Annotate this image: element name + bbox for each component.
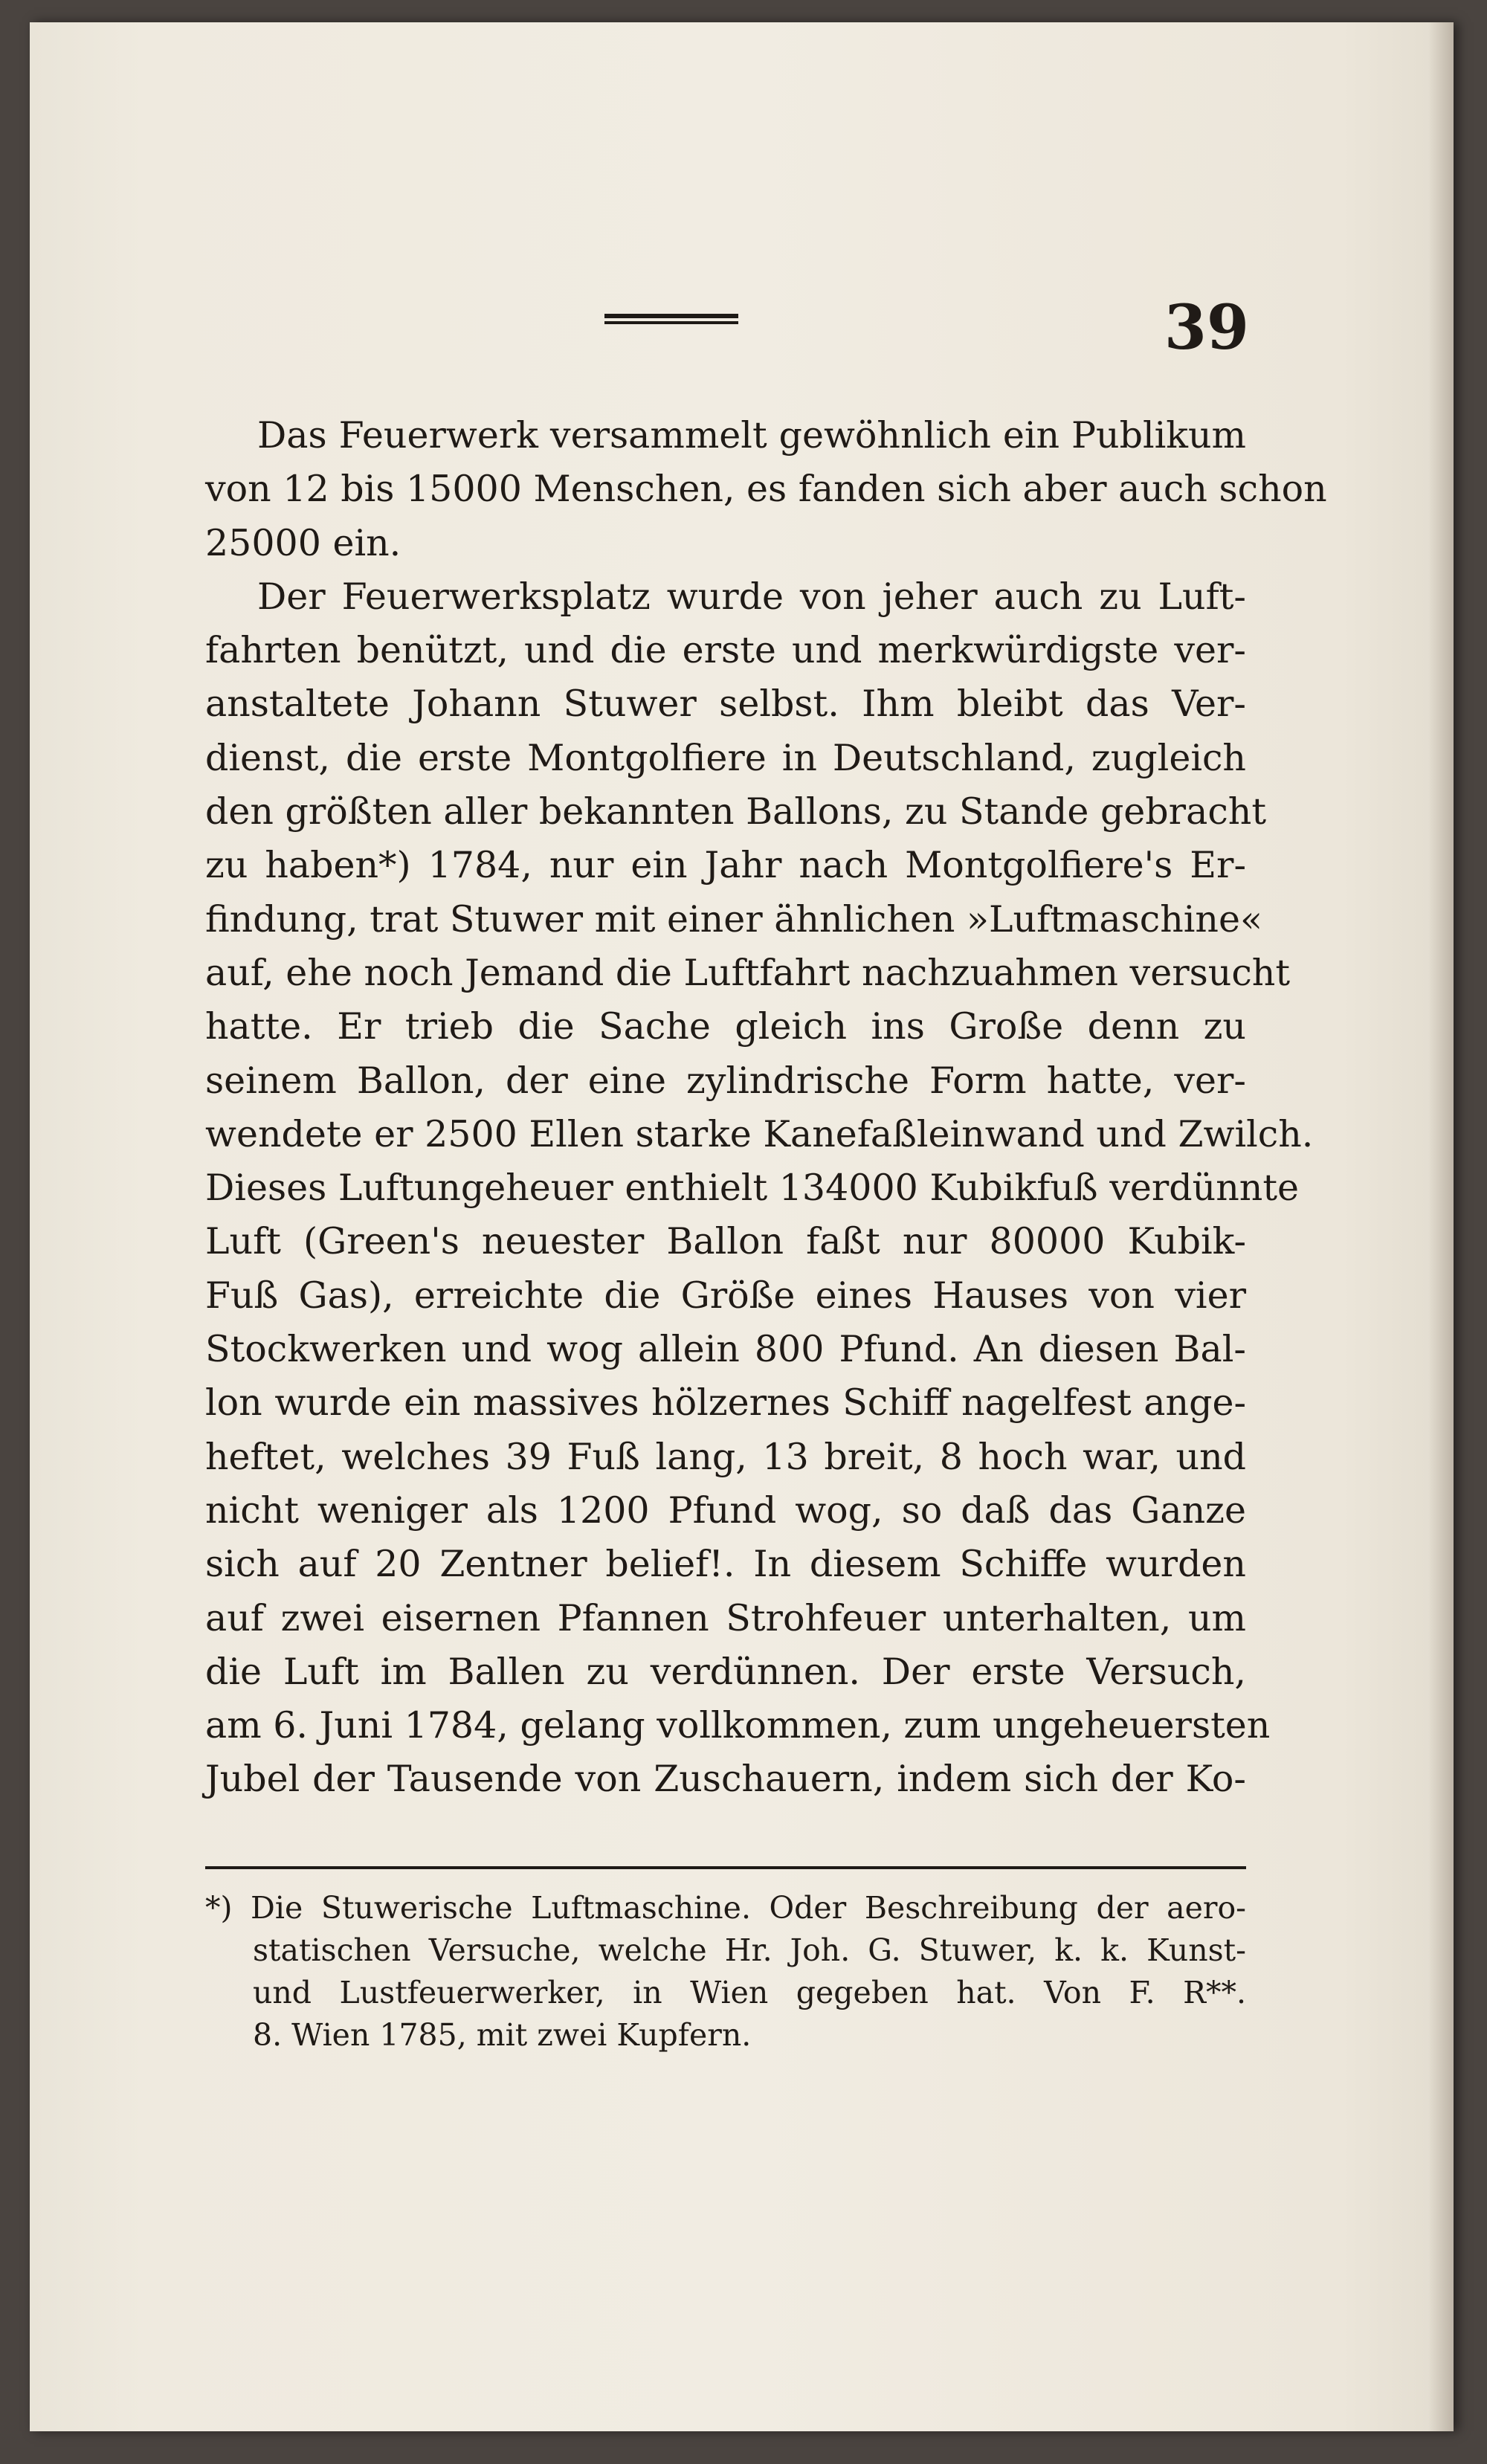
text-line: Luft (Green's neuester Ballon faßt nur 80000 Kubik- bbox=[205, 1220, 1246, 1263]
footnote-line: 8. Wien 1785, mit zwei Kupfern. bbox=[253, 2017, 752, 2053]
text-line: wendete er 2500 Ellen starke Kanefaßleinwand und Zwilch. bbox=[205, 1112, 1314, 1155]
text-line: sich auf 20 Zentner belief!. In diesem Schiffe wurden bbox=[205, 1543, 1246, 1586]
text-line: den größten aller bekannten Ballons, zu Stande gebracht bbox=[205, 790, 1267, 833]
text-line: Der Feuerwerksplatz wurde von jeher auch zu Luft- bbox=[257, 575, 1246, 618]
text-line: zu haben*) 1784, nur ein Jahr nach Montgolfiere's Er- bbox=[205, 844, 1246, 887]
footnote-rule bbox=[205, 1866, 1246, 1869]
text-line: dienst, die erste Montgolfiere in Deutschland, zugleich bbox=[205, 736, 1246, 779]
text-line: auf, ehe noch Jemand die Luftfahrt nachzuahmen versucht bbox=[205, 951, 1291, 994]
footnote-line: und Lustfeuerwerker, in Wien gegeben hat. Von F. R**. bbox=[253, 1975, 1246, 2010]
header-rule bbox=[604, 314, 738, 324]
text-line: von 12 bis 15000 Menschen, es fanden sich aber auch schon bbox=[205, 468, 1327, 511]
text-line: fahrten benützt, und die erste und merkwürdigste ver- bbox=[205, 629, 1246, 672]
text-line: die Luft im Ballen zu verdünnen. Der erste Versuch, bbox=[205, 1650, 1246, 1693]
text-line: lon wurde ein massives hölzernes Schiff nagelfest ange- bbox=[205, 1381, 1246, 1425]
footnote bbox=[205, 1887, 1246, 2057]
body-text bbox=[205, 409, 1327, 1807]
text-line: 25000 ein. bbox=[205, 521, 401, 564]
text-line: findung, trat Stuwer mit einer ähnlichen »Luftmaschine« bbox=[205, 897, 1262, 941]
text-line: heftet, welches 39 Fuß lang, 13 breit, 8 hoch war, und bbox=[205, 1435, 1246, 1478]
page-edge-shadow bbox=[1428, 22, 1454, 2431]
text-line: auf zwei eisernen Pfannen Strohfeuer unterhalten, um bbox=[205, 1596, 1246, 1639]
text-line: anstaltete Johann Stuwer selbst. Ihm bleibt das Ver- bbox=[205, 683, 1246, 726]
footnote-line: *) Die Stuwerische Luftmaschine. Oder Beschreibung der aero- bbox=[205, 1890, 1246, 1926]
text-line: nicht weniger als 1200 Pfund wog, so daß das Ganze bbox=[205, 1489, 1246, 1532]
text-line: Fuß Gas), erreichte die Größe eines Hauses von vier bbox=[205, 1274, 1246, 1317]
text-line: Dieses Luftungeheuer enthielt 134000 Kubikfuß verdünnte bbox=[205, 1167, 1300, 1210]
text-line: Stockwerken und wog allein 800 Pfund. An diesen Bal- bbox=[205, 1328, 1246, 1371]
text-line: am 6. Juni 1784, gelang vollkommen, zum ungeheuersten bbox=[205, 1704, 1271, 1747]
book-page bbox=[30, 22, 1454, 2431]
footnote-line: statischen Versuche, welche Hr. Joh. G. Stuwer, k. k. Kunst- bbox=[253, 1932, 1246, 1968]
page-number: 39 bbox=[1164, 292, 1249, 364]
text-line: hatte. Er trieb die Sache gleich ins Große denn zu bbox=[205, 1005, 1246, 1048]
text-line: Jubel der Tausende von Zuschauern, indem sich der Ko- bbox=[205, 1758, 1246, 1801]
text-line: seinem Ballon, der eine zylindrische Form hatte, ver- bbox=[205, 1059, 1246, 1102]
text-line: Das Feuerwerk versammelt gewöhnlich ein Publikum bbox=[257, 414, 1246, 457]
